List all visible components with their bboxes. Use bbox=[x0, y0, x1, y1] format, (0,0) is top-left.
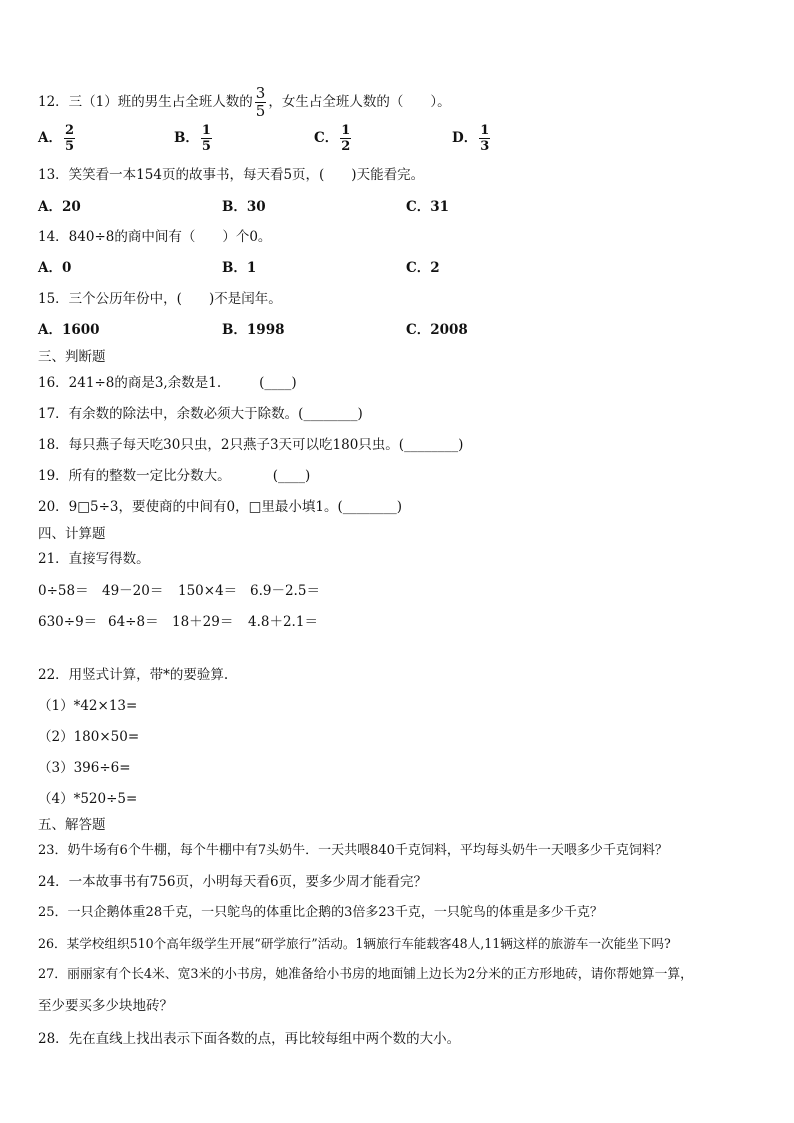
mental-calc-item: 6.9－2.5＝ bbox=[250, 583, 320, 599]
question-19-text: 19．所有的整数一定比分数大。 bbox=[38, 468, 231, 484]
question-27-line-2: 至少要买多少块地砖？ bbox=[38, 998, 173, 1014]
question-12-option-a[interactable] bbox=[38, 124, 77, 153]
question-22-item-2: （2）180×50= bbox=[38, 729, 140, 745]
question-12-option-c[interactable] bbox=[314, 124, 353, 153]
question-13-option-b[interactable]: B．30 bbox=[222, 199, 266, 215]
question-12-option-d[interactable] bbox=[452, 124, 492, 153]
option-label: B． bbox=[174, 130, 199, 146]
fraction-denominator: 5 bbox=[64, 139, 75, 154]
option-label: D． bbox=[452, 130, 478, 146]
question-26: 26．某学校组织510个高年级学生开展“研学旅行”活动。1辆旅行车能载客48人,11辆这样的旅游车一次能坐下吗? bbox=[38, 936, 671, 951]
mental-calc-item: 0÷58＝ bbox=[38, 583, 89, 599]
question-14: 14．840÷8的商中间有（ ）个0。 bbox=[38, 229, 272, 245]
question-22-item-3: （3）396÷6= bbox=[38, 760, 131, 776]
question-24: 24．一本故事书有756页，小明每天看6页，要多少周才能看完？ bbox=[38, 874, 428, 890]
question-12 bbox=[38, 86, 764, 119]
fraction-numerator: 1 bbox=[201, 123, 211, 138]
fraction-numerator: 1 bbox=[480, 123, 490, 138]
option-label: C． bbox=[314, 130, 339, 146]
question-15-option-c[interactable]: C．2008 bbox=[406, 322, 468, 338]
question-14-option-b[interactable]: B．1 bbox=[222, 260, 257, 276]
question-22-title: 22．用竖式计算，带*的要验算. bbox=[38, 667, 229, 683]
mental-calc-item: 630÷9＝ bbox=[38, 614, 98, 630]
fraction-denominator: 5 bbox=[201, 139, 211, 154]
question-18: 18．每只燕子每天吃30只虫，2只燕子3天可以吃180只虫。(________) bbox=[38, 437, 464, 453]
question-20: 20．9□5÷3，要使商的中间有0，□里最小填1。(________) bbox=[38, 499, 402, 515]
question-16-text: 16．241÷8的商是3,余数是1. bbox=[38, 375, 222, 391]
answer-blank[interactable]: (____) bbox=[272, 468, 311, 484]
section-heading-calculation: 四、计算题 bbox=[38, 526, 106, 542]
mental-calc-item: 18＋29＝ bbox=[172, 614, 234, 630]
question-19 bbox=[38, 467, 764, 485]
section-heading-judgement: 三、判断题 bbox=[38, 349, 106, 365]
question-15: 15．三个公历年份中，( )不是闰年。 bbox=[38, 291, 282, 307]
question-22-item-1: （1）*42×13= bbox=[38, 698, 138, 714]
question-21-title: 21．直接写得数。 bbox=[38, 551, 150, 567]
question-16 bbox=[38, 374, 764, 392]
fraction-numerator: 1 bbox=[341, 123, 351, 138]
question-14-option-c[interactable]: C．2 bbox=[406, 260, 440, 276]
question-27-line-1: 27．丽丽家有个长4米、宽3米的小书房，她准备给小书房的地面铺上边长为2分米的正方形地砖，请你帮她算一算， bbox=[38, 967, 693, 982]
fraction-denominator: 3 bbox=[480, 139, 490, 154]
fraction-denominator: 2 bbox=[341, 139, 351, 154]
question-23: 23．奶牛场有6个牛棚，每个牛棚中有7头奶牛．一天共喂840千克饲料，平均每头奶牛一天喂多少千克饲料？ bbox=[38, 843, 668, 858]
question-12-option-b[interactable] bbox=[174, 124, 214, 153]
option-fraction bbox=[64, 124, 75, 153]
mental-calc-item: 64÷8＝ bbox=[108, 614, 159, 630]
option-fraction bbox=[479, 124, 490, 153]
question-15-option-a[interactable]: A．1600 bbox=[38, 322, 100, 338]
question-12-fraction bbox=[255, 86, 267, 119]
question-12-text-a: 12．三（1）班的男生占全班人数的 bbox=[38, 94, 253, 110]
question-12-text-b: ，女生占全班人数的（ ）。 bbox=[268, 94, 451, 110]
mental-calc-item: 49－20＝ bbox=[102, 583, 164, 599]
question-13: 13．笑笑看一本154页的故事书，每天看5页，( )天能看完。 bbox=[38, 167, 425, 183]
question-17: 17．有余数的除法中，余数必须大于除数。(________) bbox=[38, 406, 363, 422]
question-13-option-a[interactable]: A．20 bbox=[38, 199, 81, 215]
answer-blank[interactable]: (____) bbox=[259, 375, 297, 391]
question-25: 25．一只企鹅体重28千克，一只鸵鸟的体重比企鹅的3倍多23千克，一只鸵鸟的体重是多少千克？ bbox=[38, 905, 603, 920]
option-fraction bbox=[340, 124, 351, 153]
question-14-option-a[interactable]: A．0 bbox=[38, 260, 72, 276]
fraction-numerator: 3 bbox=[255, 84, 266, 102]
mental-calc-item: 150×4＝ bbox=[178, 583, 238, 599]
mental-calc-item: 4.8＋2.1＝ bbox=[248, 614, 318, 630]
question-13-option-c[interactable]: C．31 bbox=[406, 199, 450, 215]
question-28: 28．先在直线上找出表示下面各数的点，再比较每组中两个数的大小。 bbox=[38, 1031, 461, 1047]
section-heading-word-problems: 五、解答题 bbox=[38, 817, 106, 833]
option-label: A． bbox=[38, 130, 62, 146]
question-15-option-b[interactable]: B．1998 bbox=[222, 322, 285, 338]
fraction-numerator: 2 bbox=[64, 123, 75, 138]
option-fraction bbox=[201, 124, 212, 153]
question-22-item-4: （4）*520÷5= bbox=[38, 791, 138, 807]
fraction-denominator: 5 bbox=[255, 102, 266, 120]
